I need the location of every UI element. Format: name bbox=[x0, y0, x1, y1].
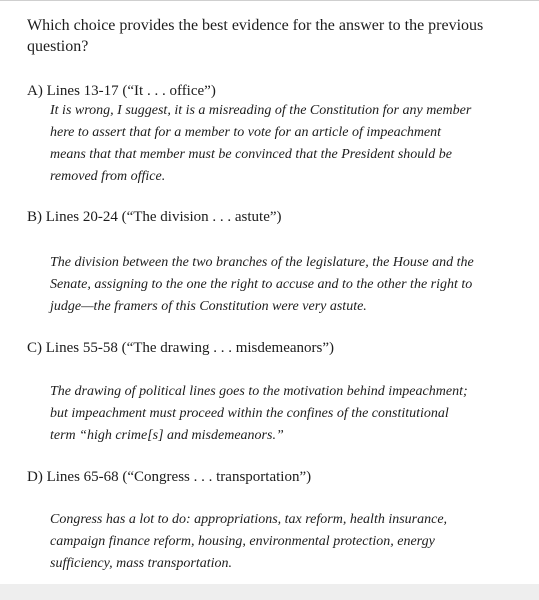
quote-line: term “high crime[s] and misdemeanors.” bbox=[50, 428, 284, 443]
choice-a-quote bbox=[50, 100, 526, 188]
question-text: Which choice provides the best evidence for the answer to the previous question? bbox=[27, 17, 484, 55]
quote-line: campaign finance reform, housing, environmental protection, energy bbox=[50, 534, 435, 549]
choice-c-quote bbox=[50, 381, 526, 447]
choice-d-label[interactable]: D) Lines 65-68 (“Congress . . . transportation”) bbox=[27, 469, 312, 485]
choice-a-label[interactable]: A) Lines 13-17 (“It . . . office”) bbox=[27, 83, 216, 99]
quote-line: judge—the framers of this Constitution were very astute. bbox=[50, 299, 367, 314]
quote-line: removed from office. bbox=[50, 169, 166, 184]
quote-line: The division between the two branches of the legislature, the House and the bbox=[50, 255, 474, 270]
quote-line: The drawing of political lines goes to the motivation behind impeachment; bbox=[50, 384, 468, 399]
quote-line: means that that member must be convinced that the President should be bbox=[50, 147, 452, 162]
quote-line: but impeachment must proceed within the confines of the constitutional bbox=[50, 406, 449, 421]
quote-line: It is wrong, I suggest, it is a misreading of the Constitution for any member bbox=[50, 103, 472, 118]
quote-line: Congress has a lot to do: appropriations, tax reform, health insurance, bbox=[50, 512, 448, 527]
choice-d-quote bbox=[50, 509, 526, 575]
choice-b-quote bbox=[50, 252, 526, 318]
quote-line: sufficiency, mass transportation. bbox=[50, 556, 232, 571]
choice-c-label[interactable]: C) Lines 55-58 (“The drawing . . . misdemeanors”) bbox=[27, 340, 334, 356]
bottom-bar bbox=[0, 584, 539, 600]
quote-line: here to assert that for a member to vote for an article of impeachment bbox=[50, 125, 442, 140]
quote-line: Senate, assigning to the one the right to accuse and to the other the right to bbox=[50, 277, 473, 292]
choice-b-label[interactable]: B) Lines 20-24 (“The division . . . astute”) bbox=[27, 209, 282, 225]
